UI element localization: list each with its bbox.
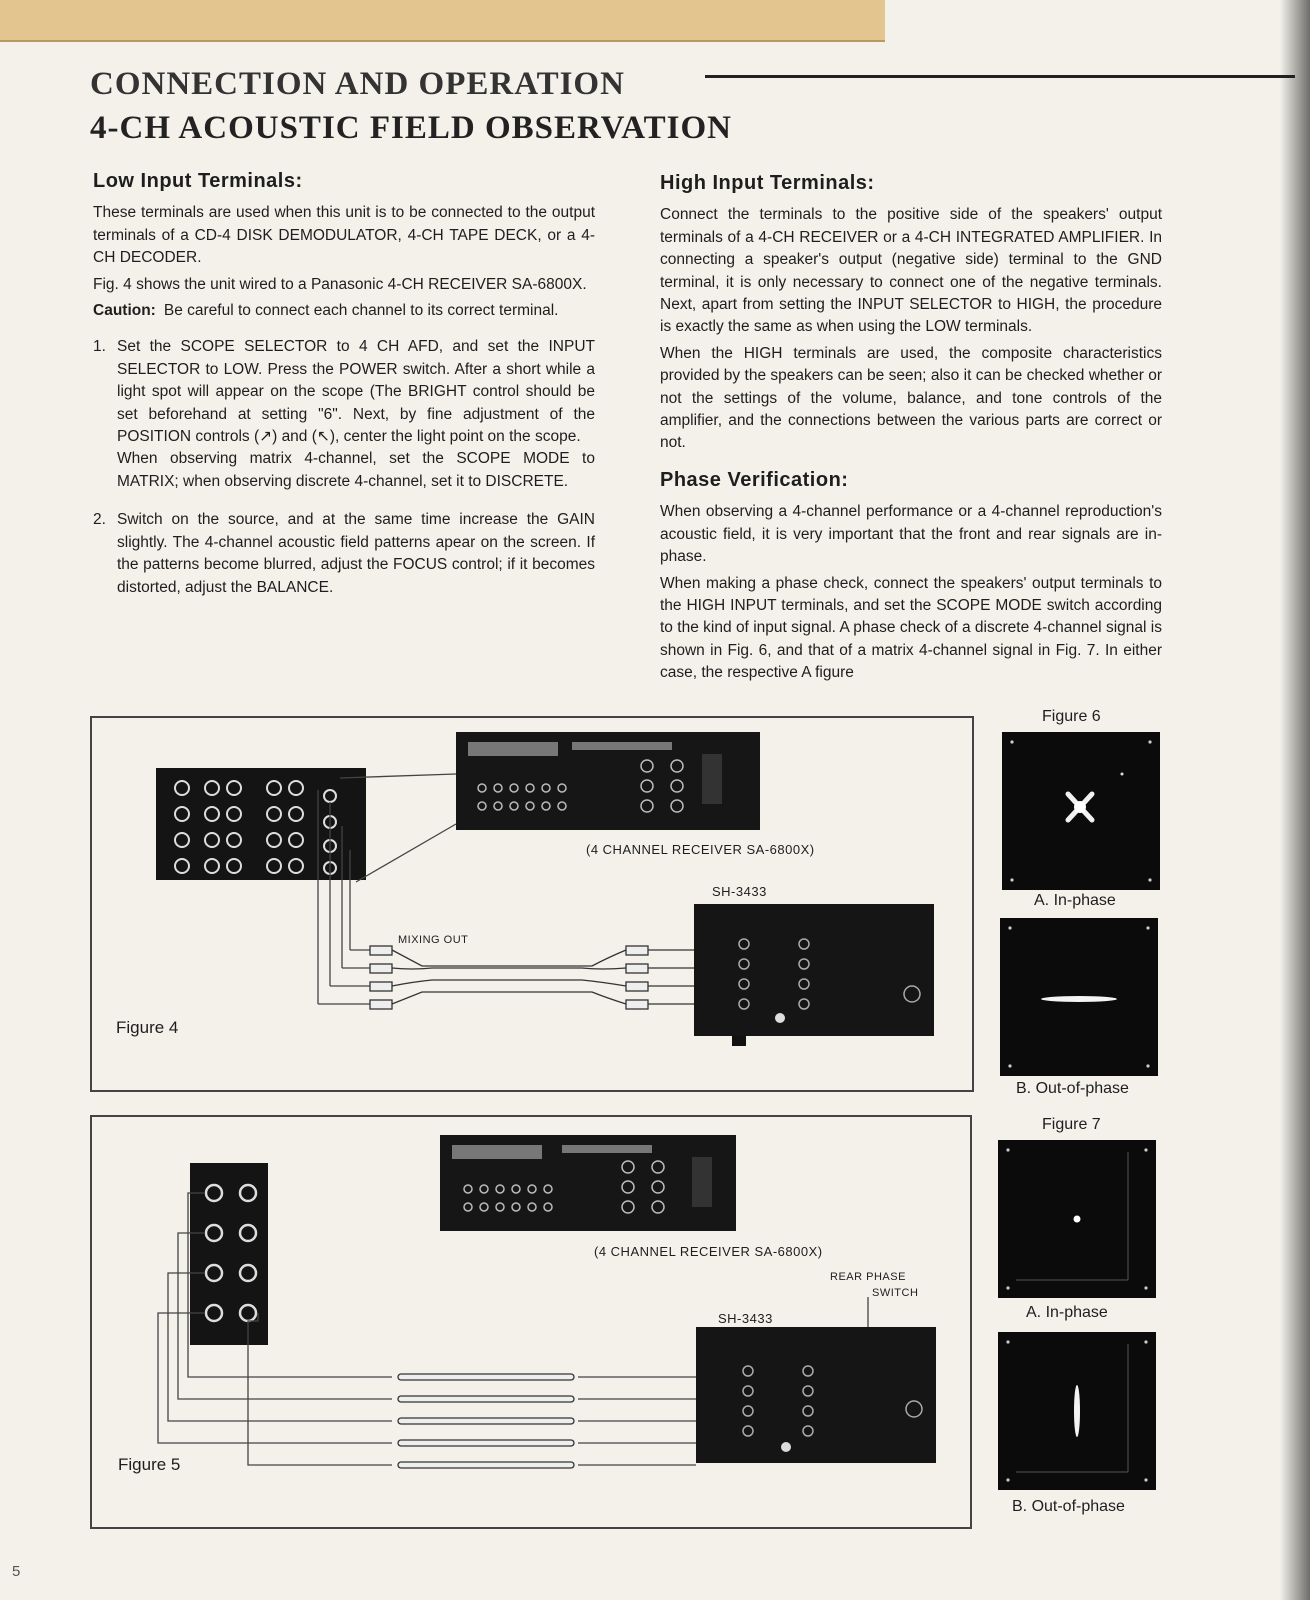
figure-6b-trace [1000,918,1158,1076]
low-input-para-2: Fig. 4 shows the unit wired to a Panasonic 4-CH RECEIVER SA-6800X. [93,275,587,293]
figure-4-unit-caption: SH-3433 [712,884,767,899]
low-input-heading: Low Input Terminals: [93,170,303,192]
step-body [117,509,595,599]
high-input-para-1: Connect the terminals to the positive side of the speakers' output terminals of a 4-CH RECEIVER or a 4-CH INTEGRATED AMPLIFIER. In connecting a speaker's output (negative side) terminal to the GND terminal, it is only necessary to connect one of the negative terminals. Next, apart from setting the INPUT SELECTOR to HIGH, the procedure is exactly the same as when using the LOW terminals. [660,206,1162,336]
phase-verification-heading: Phase Verification: [660,468,849,491]
phase-para-1: When observing a 4-channel performance or a 4-channel reproduction's acoustic field, it is very important that the front and rear signals are in-phase. [660,503,1162,566]
step-item [93,336,595,493]
figure-6a-scope [1002,732,1160,890]
figure-7b-trace [998,1332,1156,1490]
figure-6b-caption: B. Out-of-phase [1016,1080,1129,1097]
figure-4-label: Figure 4 [116,1018,179,1037]
step-number: 1. [93,338,106,356]
step2-text: Switch on the source, and at the same time increase the GAIN slightly. The 4-channel acoustic field patterns apear on the screen. If the patterns become blurred, adjust the FOCUS control; if it becomes distorted, adjust the BALANCE. [117,511,595,596]
page-edge-shadow [1280,0,1310,1600]
caution-note [93,300,595,322]
figure-5-label: Figure 5 [118,1455,181,1474]
caution-label: Caution: [93,302,156,320]
step-number: 2. [93,511,106,529]
phase-para-2: When making a phase check, connect the speakers' output terminals to the HIGH INPUT terminals, and set the SCOPE MODE switch according to the kind of input signal. A phase check of a discrete 4-channel signal is shown in Fig. 6, and that of a matrix 4-channel signal in Fig. 7. In either case, the respective A figure [660,574,1162,682]
high-input-para-2: When the HIGH terminals are used, the composite characteristics provided by the speakers can be seen; also it can be checked whether or not the settings of the volume, balance, and tone controls of the amplifier, and the connections between the various parts are correct or not. [660,344,1162,452]
figure-7-title: Figure 7 [1042,1116,1101,1133]
figure-5-switch-label-1: REAR PHASE [830,1271,906,1283]
folder-tab-strip [0,0,885,42]
step1-text-a: Set the SCOPE SELECTOR to 4 CH AFD, and set the INPUT SELECTOR to LOW. Press the POWER switch. After a short while a light spot will appear on the scope (The BRIGHT control should be set beforehand at setting "6". Next, by fine adjustment of the POSITION controls (↗) and (↖), center the light point on the scope. [117,338,595,446]
figure-7b-caption: B. Out-of-phase [1012,1498,1125,1515]
title-rule [705,75,1295,78]
figure-4-receiver-caption: (4 CHANNEL RECEIVER SA-6800X) [586,842,815,857]
figure-5-box [90,1115,972,1529]
figure-5-switch-label-2: SWITCH [872,1287,919,1299]
high-input-heading: High Input Terminals: [660,172,875,194]
figure-4-mixing-out-label: MIXING OUT [398,934,469,946]
figure-6-title: Figure 6 [1042,708,1101,725]
figure-6b-scope [1000,918,1158,1076]
caution-text: Be careful to connect each channel to its correct terminal. [163,302,559,320]
figure-4-box [90,716,974,1092]
figure-5-unit-caption: SH-3433 [718,1311,773,1326]
page-subtitle: 4-CH ACOUSTIC FIELD OBSERVATION [90,110,732,146]
figure-7a-trace [998,1140,1156,1298]
figure-6a-trace [1002,732,1160,890]
right-column [660,172,1162,689]
step-item [93,509,595,599]
figure-6a-caption: A. In-phase [1034,892,1116,909]
step-body [117,336,595,493]
page-title: CONNECTION AND OPERATION [90,66,625,102]
figure-4-diagram [92,718,972,1090]
steps-list [93,336,595,598]
figure-5-receiver-caption: (4 CHANNEL RECEIVER SA-6800X) [594,1244,823,1259]
page-number: 5 [12,1563,21,1580]
step1-text-b: When observing matrix 4-channel, set the SCOPE MODE to MATRIX; when observing discrete 4-channel, set it to DISCRETE. [117,450,595,490]
figure-7b-scope [998,1332,1156,1490]
left-column [93,170,595,615]
figure-7a-scope [998,1140,1156,1298]
figure-7a-caption: A. In-phase [1026,1304,1108,1321]
low-input-para-1: These terminals are used when this unit is to be connected to the output terminals of a CD-4 DISK DEMODULATOR, 4-CH TAPE DECK, or a 4-CH DECODER. [93,204,595,267]
figure-5-diagram [92,1117,970,1527]
